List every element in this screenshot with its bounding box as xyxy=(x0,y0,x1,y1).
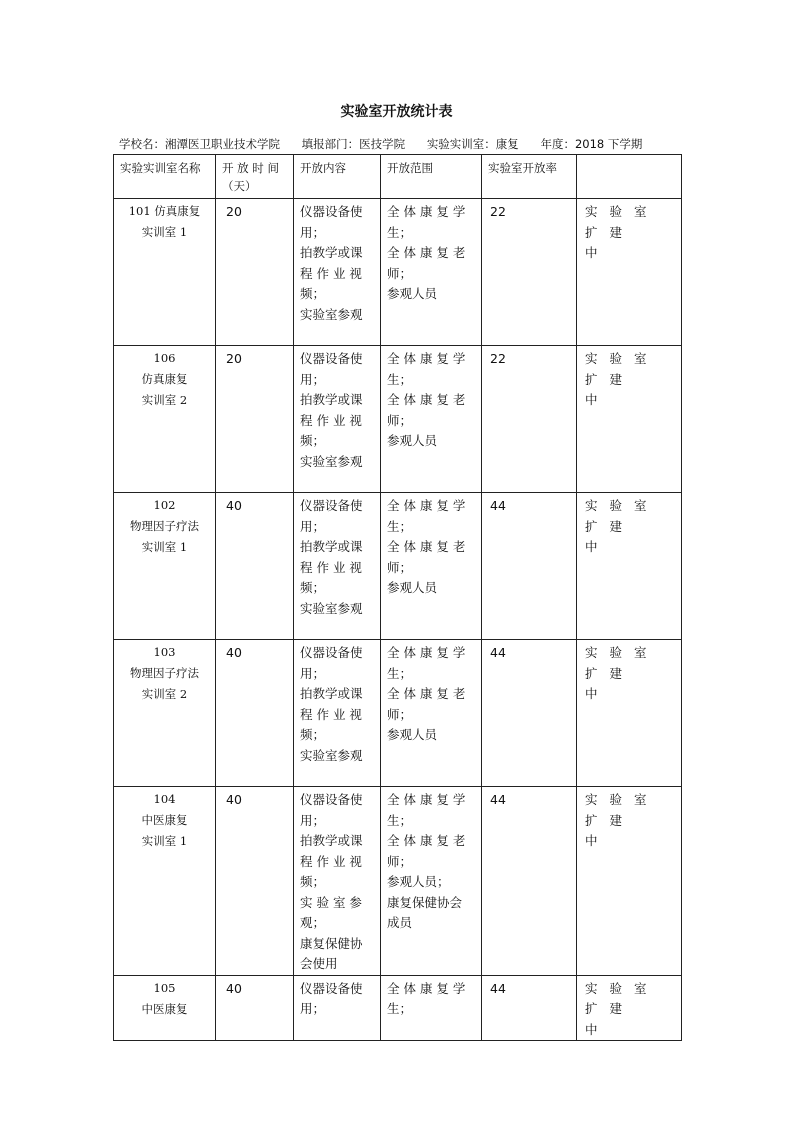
school-name: 学校名：湘潭医卫职业技术学院 xyxy=(119,137,280,151)
open-range-cell-line: 全 体 康 复 学 xyxy=(387,792,466,807)
open-content-cell-line: 用； xyxy=(300,224,326,240)
open-days-cell: 40 xyxy=(216,975,294,1041)
open-content-cell-line: 仪器设备使 xyxy=(300,980,363,996)
school-year: 年度：2018 下学期 xyxy=(540,137,643,151)
lab-name-cell-line: 101 仿真康复 xyxy=(128,204,201,218)
note-cell-line: 实 验 室 扩 建 xyxy=(585,204,651,240)
table-row xyxy=(114,975,682,1041)
lab-name-cell-line: 103 xyxy=(153,645,176,659)
lab-name-cell xyxy=(114,493,216,640)
lab-name-cell-line: 实训室 1 xyxy=(141,540,188,554)
open-content-cell-line: 程 作 业 视 xyxy=(300,853,362,869)
open-content-cell-line: 拍教学或课 xyxy=(300,539,363,554)
open-range-cell-line: 康复保健协会 xyxy=(387,894,463,910)
header-time-line2: （天） xyxy=(222,179,257,193)
open-range-cell-line: 生； xyxy=(387,518,413,534)
open-range-cell-line: 生； xyxy=(387,1001,413,1016)
open-content-cell xyxy=(294,493,381,640)
note-cell-line: 实 验 室 扩 建 xyxy=(585,645,651,681)
open-range-cell xyxy=(381,640,482,787)
lab-name-cell-line: 仿真康复 xyxy=(141,372,188,386)
open-rate-cell: 44 xyxy=(482,787,577,976)
open-content-cell-line: 频； xyxy=(300,727,326,742)
note-cell xyxy=(577,346,682,493)
open-range-cell-line: 师； xyxy=(387,706,413,722)
header-range: 开放范围 xyxy=(381,155,482,199)
open-content-cell-line: 实验室参观 xyxy=(300,306,363,322)
lab-name-cell-line: 物理因子疗法 xyxy=(130,519,199,533)
open-content-cell-line: 观； xyxy=(300,915,326,930)
lab-name-cell xyxy=(114,787,216,976)
note-cell-line: 中 xyxy=(585,539,602,554)
open-days-cell: 20 xyxy=(216,346,294,493)
open-content-cell-line: 仪器设备使 xyxy=(300,351,363,366)
lab-name-cell-line: 中医康复 xyxy=(141,813,188,827)
open-range-cell-line: 生； xyxy=(387,224,413,240)
open-range-cell-line: 师； xyxy=(387,559,413,575)
note-cell-line: 实 验 室 扩 建 xyxy=(585,498,651,534)
lab-name-cell-line: 实训室 2 xyxy=(141,393,188,407)
open-range-cell-line: 师； xyxy=(387,412,413,428)
open-range-cell xyxy=(381,346,482,493)
open-rate-cell: 22 xyxy=(482,346,577,493)
open-content-cell-line: 用； xyxy=(300,518,326,534)
open-content-cell-line: 实验室参观 xyxy=(300,453,363,469)
open-range-cell-line: 全 体 康 复 老 xyxy=(387,686,466,701)
lab-stats-table xyxy=(113,154,682,1041)
open-rate-cell: 44 xyxy=(482,640,577,787)
lab-name-cell xyxy=(114,975,216,1041)
open-content-cell-line: 频； xyxy=(300,580,326,595)
open-range-cell-line: 参观人员 xyxy=(387,433,438,448)
note-cell-line: 中 xyxy=(585,392,602,407)
open-content-cell-line: 康复保健协 xyxy=(300,935,363,951)
note-cell-line: 实 验 室 扩 建 xyxy=(585,792,651,828)
note-cell xyxy=(577,640,682,787)
open-content-cell xyxy=(294,787,381,976)
open-range-cell xyxy=(381,787,482,976)
open-content-cell-line: 频； xyxy=(300,433,326,448)
lab-name-cell-line: 中医康复 xyxy=(141,1001,188,1016)
open-content-cell-line: 实验室参观 xyxy=(300,747,363,763)
open-content-cell-line: 拍教学或课 xyxy=(300,686,363,701)
table-row xyxy=(114,787,682,976)
open-range-cell xyxy=(381,199,482,346)
open-content-cell-line: 频； xyxy=(300,874,326,889)
lab-name-cell-line: 104 xyxy=(153,792,176,806)
note-cell-line: 实 验 室 扩 建 xyxy=(585,351,651,387)
open-range-cell-line: 参观人员； xyxy=(387,874,450,889)
open-content-cell-line: 仪器设备使 xyxy=(300,204,363,219)
lab-name-cell-line: 实训室 1 xyxy=(141,225,188,239)
open-range-cell-line: 全 体 康 复 学 xyxy=(387,351,466,366)
open-content-cell-line: 用； xyxy=(300,812,326,828)
note-cell xyxy=(577,975,682,1041)
table-row xyxy=(114,199,682,346)
open-days-cell: 20 xyxy=(216,199,294,346)
open-range-cell xyxy=(381,975,482,1041)
open-range-cell-line: 师； xyxy=(387,265,413,281)
lab-name-cell xyxy=(114,346,216,493)
open-days-cell: 40 xyxy=(216,640,294,787)
open-range-cell-line: 全 体 康 复 老 xyxy=(387,833,466,848)
header-time-line1: 开 放 时 间 xyxy=(222,161,279,175)
open-content-cell-line: 仪器设备使 xyxy=(300,645,363,660)
note-cell xyxy=(577,787,682,976)
note-cell-line: 中 xyxy=(585,833,602,848)
note-cell xyxy=(577,199,682,346)
open-content-cell-line: 程 作 业 视 xyxy=(300,412,362,428)
open-rate-cell: 44 xyxy=(482,493,577,640)
table-body xyxy=(114,199,682,1041)
lab-name-cell xyxy=(114,199,216,346)
open-rate-cell: 44 xyxy=(482,975,577,1041)
open-days-cell: 40 xyxy=(216,493,294,640)
lab-name-cell-line: 102 xyxy=(153,498,176,512)
lab-name-cell xyxy=(114,640,216,787)
open-range-cell-line: 全 体 康 复 老 xyxy=(387,539,466,554)
open-range-cell-line: 全 体 康 复 学 xyxy=(387,980,466,996)
open-content-cell-line: 拍教学或课 xyxy=(300,392,363,407)
open-range-cell-line: 参观人员 xyxy=(387,727,438,742)
open-range-cell-line: 全 体 康 复 学 xyxy=(387,204,466,219)
open-content-cell xyxy=(294,346,381,493)
open-content-cell-line: 拍教学或课 xyxy=(300,245,363,260)
note-cell-line: 中 xyxy=(585,245,602,260)
header-note xyxy=(577,155,682,199)
lab-name: 实验实训室：康复 xyxy=(426,137,519,151)
header-name: 实验实训室名称 xyxy=(114,155,216,199)
open-content-cell-line: 用； xyxy=(300,1001,326,1016)
open-content-cell-line: 仪器设备使 xyxy=(300,498,363,513)
page-title: 实验室开放统计表 xyxy=(340,104,453,120)
note-cell-line: 中 xyxy=(585,686,602,701)
note-cell-line: 中 xyxy=(585,1021,602,1037)
lab-name-cell-line: 106 xyxy=(153,351,176,365)
lab-name-cell-line: 实训室 1 xyxy=(141,834,188,848)
department: 填报部门：医技学院 xyxy=(301,137,406,151)
note-cell xyxy=(577,493,682,640)
open-content-cell-line: 程 作 业 视 xyxy=(300,706,362,722)
open-content-cell xyxy=(294,640,381,787)
open-content-cell-line: 实 验 室 参 xyxy=(300,894,362,910)
open-range-cell-line: 师； xyxy=(387,853,413,869)
open-days-cell: 40 xyxy=(216,787,294,976)
open-content-cell-line: 频； xyxy=(300,286,326,301)
lab-name-cell-line: 物理因子疗法 xyxy=(130,666,199,680)
open-range-cell-line: 全 体 康 复 老 xyxy=(387,245,466,260)
header-time xyxy=(216,155,294,199)
open-range-cell-line: 参观人员 xyxy=(387,580,438,595)
open-content-cell-line: 会使用 xyxy=(300,956,338,971)
header-content: 开放内容 xyxy=(294,155,381,199)
table-row xyxy=(114,346,682,493)
open-rate-cell: 22 xyxy=(482,199,577,346)
open-range-cell-line: 生； xyxy=(387,665,413,681)
header-row xyxy=(114,155,682,199)
header-rate: 实验室开放率 xyxy=(482,155,577,199)
open-range-cell-line: 生； xyxy=(387,812,413,828)
lab-name-cell-line: 105 xyxy=(153,980,176,995)
table-row xyxy=(114,640,682,787)
open-content-cell-line: 实验室参观 xyxy=(300,600,363,616)
info-line xyxy=(119,136,642,152)
open-range-cell-line: 生； xyxy=(387,371,413,387)
open-content-cell-line: 程 作 业 视 xyxy=(300,559,362,575)
open-range-cell-line: 成员 xyxy=(387,915,413,930)
open-content-cell-line: 拍教学或课 xyxy=(300,833,363,848)
open-content-cell xyxy=(294,199,381,346)
open-range-cell-line: 参观人员 xyxy=(387,286,438,301)
open-content-cell-line: 程 作 业 视 xyxy=(300,265,362,281)
lab-name-cell-line: 实训室 2 xyxy=(141,687,188,701)
open-content-cell xyxy=(294,975,381,1041)
open-range-cell-line: 全 体 康 复 学 xyxy=(387,645,466,660)
open-content-cell-line: 用； xyxy=(300,371,326,387)
open-range-cell-line: 全 体 康 复 老 xyxy=(387,392,466,407)
open-range-cell-line: 全 体 康 复 学 xyxy=(387,498,466,513)
table-row xyxy=(114,493,682,640)
note-cell-line: 实 验 室 扩 建 xyxy=(585,980,651,1016)
open-content-cell-line: 仪器设备使 xyxy=(300,792,363,807)
open-content-cell-line: 用； xyxy=(300,665,326,681)
open-range-cell xyxy=(381,493,482,640)
